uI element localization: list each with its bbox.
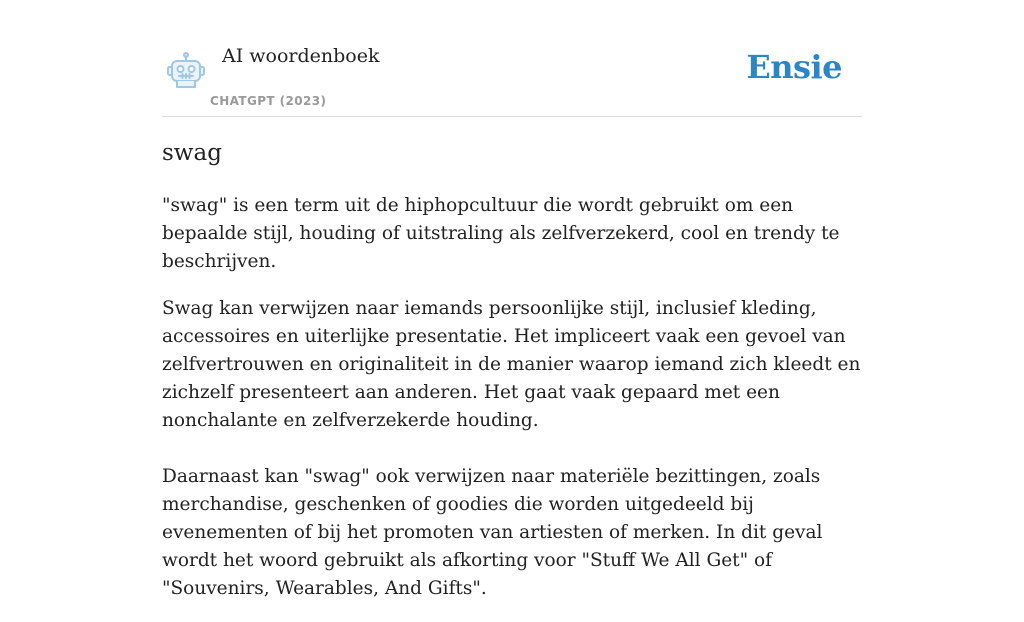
source-title[interactable]: AI woordenboek — [222, 45, 380, 67]
source-header — [162, 0, 862, 117]
definition-paragraph: "swag" is een term uit de hiphopcultuur die wordt gebruikt om een bepaalde stijl, houding of uitstraling als zelfverzekerd, cool en trendy te beschrijven. — [162, 195, 840, 272]
definition-body — [162, 192, 862, 622]
brand-logo[interactable]: Ensie — [746, 48, 842, 86]
robot-icon — [166, 52, 206, 90]
definition-paragraph: Daarnaast kan "swag" ook verwijzen naar materiële bezittingen, zoals merchandise, geschenken of goodies die worden uitgedeeld bij evenementen of bij het promoten van artiesten of merken. In dit geval wordt het woord gebruikt als afkorting voor "Stuff We All Get" of "Souvenirs, Wearables, And Gifts". — [162, 466, 823, 599]
source-subtitle: CHATGPT (2023) — [210, 94, 327, 108]
term-title: swag — [162, 140, 222, 166]
definition-paragraph: Swag kan verwijzen naar iemands persoonlijke stijl, inclusief kleding, accessoires en uiterlijke presentatie. Het impliceert vaak een gevoel van zelfvertrouwen en originaliteit in de manier waarop iemand zich kleedt en zichzelf presenteert aan anderen. Het gaat vaak gepaard met een nonchalante en zelfverzekerde houding. — [162, 298, 861, 431]
